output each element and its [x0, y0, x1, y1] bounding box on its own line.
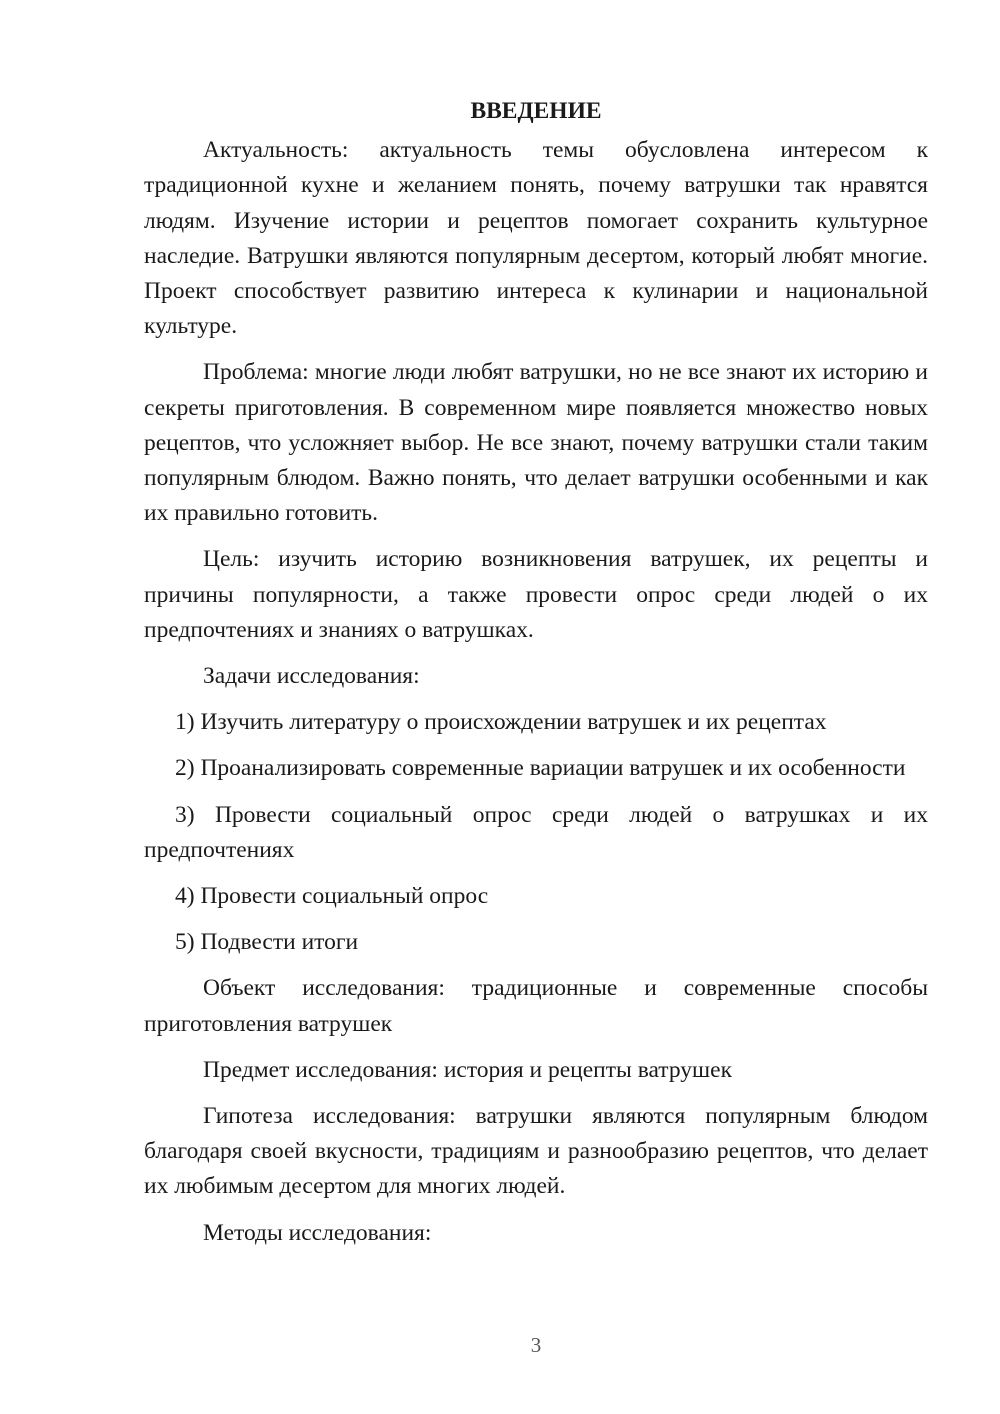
methods-heading: Методы исследования:	[203, 1219, 432, 1246]
hypothesis-paragraph: Гипотеза исследования: ватрушки являются популярным блюдом благодаря своей вкусности, традициям и разнообразию рецептов, что делает их любимым десертом для многих людей.	[144, 1103, 928, 1200]
task-item-4: 4) Провести социальный опрос	[175, 883, 489, 910]
subject-paragraph: Предмет исследования: история и рецепты ватрушек	[203, 1056, 732, 1083]
task-item-1: 1) Изучить литературу о происхождении ватрушек и их рецептах	[175, 709, 827, 736]
problem-paragraph: Проблема: многие люди любят ватрушки, но не все знают их историю и секреты приготовления. В современном мире появляется множество новых рецептов, что усложняет выбор. Не все знают, почему ватрушки стали таким популярным блюдом. Важно понять, что делает ватрушки особенными и как их правильно готовить.	[144, 359, 928, 527]
object-paragraph: Объект исследования: традиционные и современные способы приготовления ватрушек	[144, 975, 928, 1037]
tasks-heading: Задачи исследования:	[203, 663, 420, 690]
page-number: 3	[530, 1333, 542, 1357]
task-item-2: 2) Проанализировать современные вариации ватрушек и их особенности	[175, 755, 906, 782]
page-content	[144, 94, 928, 1262]
relevance-paragraph: Актуальность: актуальность темы обусловлена интересом к традиционной кухне и желанием понять, почему ватрушки так нравятся людям. Изучение истории и рецептов помогает сохранить культурное наследие. Ватрушки являются популярным десертом, который любят многие. Проект способствует развитию интереса к кулинарии и национальной культуре.	[144, 137, 928, 340]
section-heading: ВВЕДЕНИЕ	[470, 98, 602, 124]
task-item-5: 5) Подвести итоги	[175, 929, 359, 956]
task-item-3: 3) Провести социальный опрос среди людей о ватрушках и их предпочтениях	[144, 801, 928, 863]
goal-paragraph: Цель: изучить историю возникновения ватрушек, их рецепты и причины популярности, а также провести опрос среди людей о их предпочтениях и знаниях о ватрушках.	[144, 546, 928, 643]
